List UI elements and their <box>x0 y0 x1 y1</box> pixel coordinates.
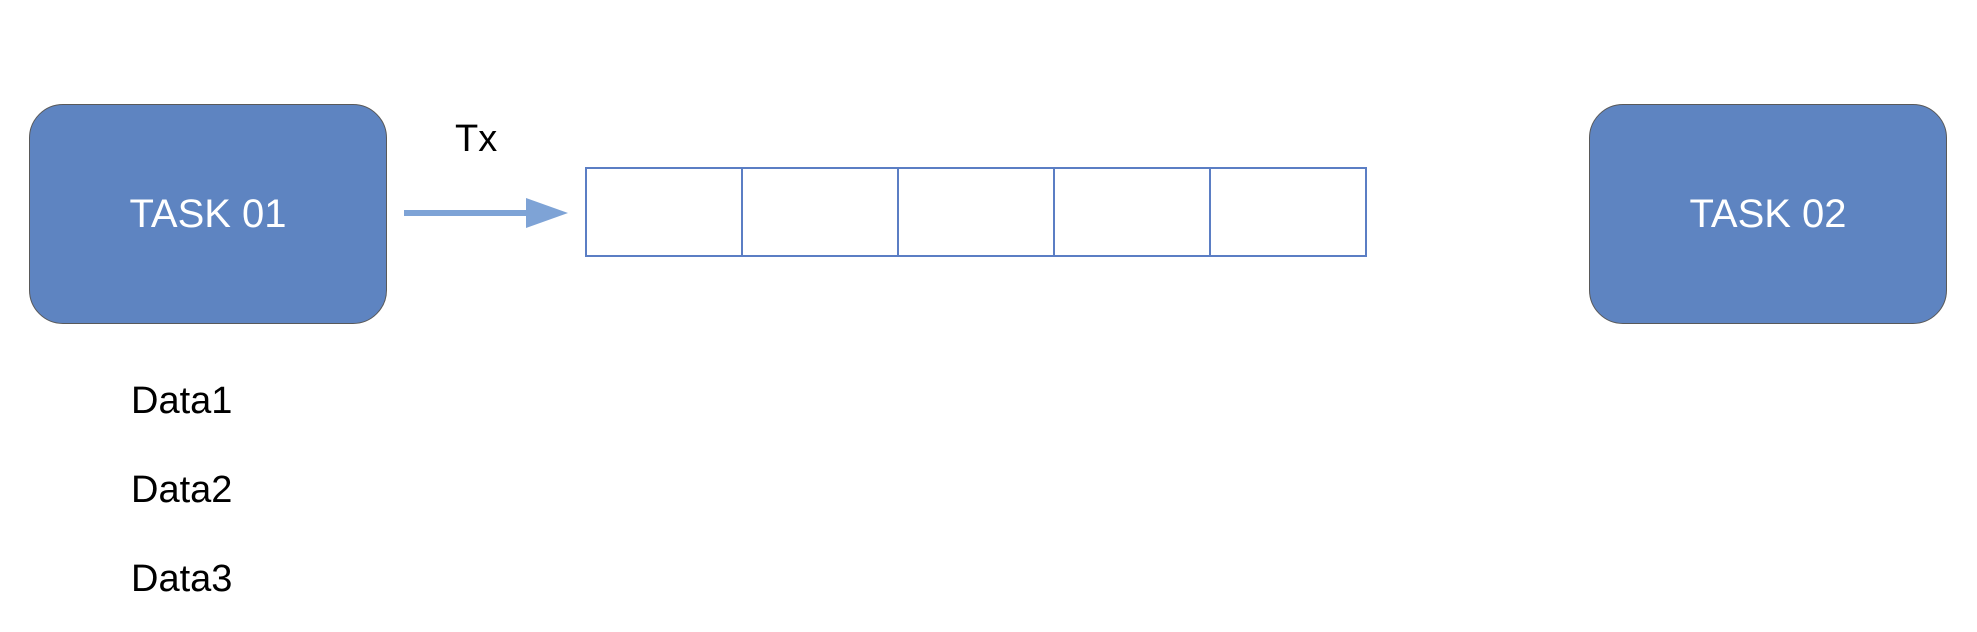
message-queue <box>585 167 1367 257</box>
task-02-box <box>1589 104 1947 324</box>
data-item-2: Data2 <box>131 469 233 511</box>
task-02-label: TASK 02 <box>1689 191 1847 236</box>
queue-slot <box>741 167 899 257</box>
task-01-box <box>29 104 387 324</box>
queue-slot <box>585 167 743 257</box>
data-item-3: Data3 <box>131 558 233 600</box>
queue-slot <box>1053 167 1211 257</box>
tx-arrow-head <box>526 198 568 228</box>
data-item-1: Data1 <box>131 380 233 422</box>
queue-slot <box>897 167 1055 257</box>
task-01-label: TASK 01 <box>129 191 287 236</box>
tx-arrow-icon <box>400 190 575 240</box>
tx-label: Tx <box>455 118 498 160</box>
queue-slot <box>1209 167 1367 257</box>
